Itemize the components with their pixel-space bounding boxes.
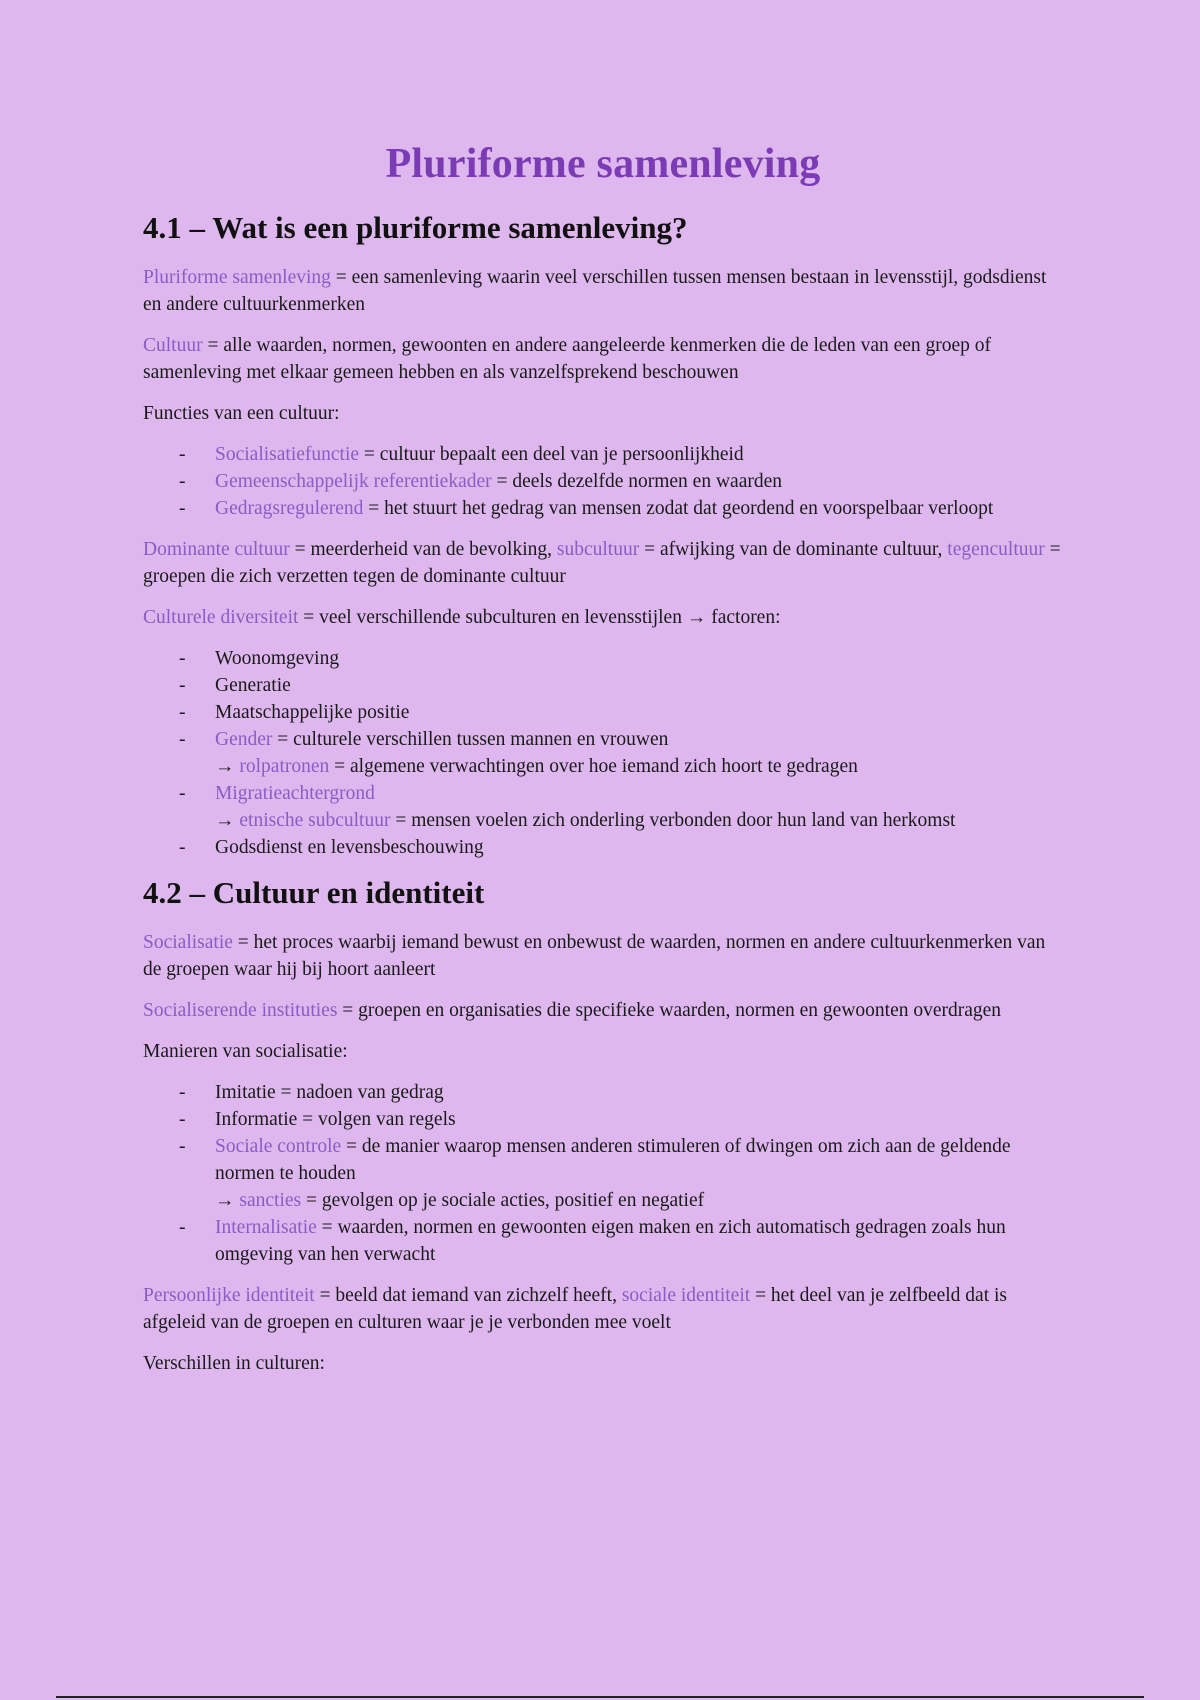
- definition-text: = een samenleving waarin veel verschillen tussen mensen bestaan in levensstijl, godsdienst en andere cultuurkenmerken: [143, 267, 1047, 315]
- arrow-icon: →: [215, 810, 240, 831]
- term: etnische subcultuur: [239, 810, 391, 831]
- term: Socialiserende instituties: [143, 1000, 338, 1021]
- list-item: - Maatschappelijke positie: [143, 699, 1063, 726]
- list-item: [143, 441, 1063, 468]
- section-heading-4-1: 4.1 – Wat is een pluriforme samenleving?: [143, 210, 688, 245]
- functions-intro: Functies van een cultuur:: [143, 403, 340, 424]
- term: Cultuur: [143, 335, 203, 356]
- section-heading-4-2: 4.2 – Cultuur en identiteit: [143, 875, 485, 910]
- definition-pluriforme-samenleving: [143, 264, 1063, 318]
- term: Persoonlijke identiteit: [143, 1285, 315, 1306]
- document-title: Pluriforme samenleving: [385, 141, 821, 187]
- item-text: = de manier waarop mensen anderen stimuleren of dwingen om zich aan de geldende normen te houden: [215, 1136, 1011, 1184]
- term: Culturele diversiteit: [143, 607, 299, 628]
- list-item: - Godsdienst en levensbeschouwing: [143, 834, 1063, 861]
- manners-list: [143, 1079, 1063, 1268]
- definition-text: = groepen die zich verzetten tegen de dominante cultuur: [143, 539, 1061, 587]
- item-text: = cultuur bepaalt een deel van je persoonlijkheid: [359, 444, 744, 465]
- term: Gemeenschappelijk referentiekader: [215, 471, 492, 492]
- definition-cultuur: [143, 332, 1063, 386]
- definition-socialisatie: [143, 929, 1063, 983]
- term: tegencultuur: [947, 539, 1045, 560]
- list-item: [143, 1133, 1063, 1214]
- definition-text: = het proces waarbij iemand bewust en onbewust de waarden, normen en andere cultuurkenmerken van de groepen waar hij bij hoort aanleert: [143, 932, 1046, 980]
- sub-item: [215, 807, 1063, 834]
- item-text: = culturele verschillen tussen mannen en vrouwen: [272, 729, 669, 750]
- term: Migratieachtergrond: [215, 783, 375, 804]
- term: Dominante cultuur: [143, 539, 290, 560]
- list-item: [143, 726, 1063, 780]
- list-item: [143, 780, 1063, 834]
- list-item: - Generatie: [143, 672, 1063, 699]
- definition-text: = beeld dat iemand van zichzelf heeft,: [314, 1285, 622, 1306]
- sub-item: [215, 753, 1063, 780]
- term: Gender: [215, 729, 273, 750]
- definition-cultures: [143, 536, 1063, 590]
- page-bottom-rule: [56, 1696, 1144, 1698]
- item-text: = waarden, normen en gewoonten eigen maken en zich automatisch gedragen zoals hun omgeving van hen verwacht: [215, 1217, 1006, 1265]
- term: Socialisatiefunctie: [215, 444, 360, 465]
- item-text: = het stuurt het gedrag van mensen zodat dat geordend en voorspelbaar verloopt: [363, 498, 994, 519]
- term: subcultuur: [556, 539, 640, 560]
- term: Internalisatie: [215, 1217, 317, 1238]
- document-page: [143, 140, 1063, 1391]
- term: rolpatronen: [239, 756, 330, 777]
- list-item: [143, 495, 1063, 522]
- definition-text: = alle waarden, normen, gewoonten en andere aangeleerde kenmerken die de leden van een groep of samenleving met elkaar gemeen hebben en als vanzelfsprekend beschouwen: [143, 335, 992, 383]
- differences-intro: Verschillen in culturen:: [143, 1353, 325, 1374]
- item-text: = gevolgen op je sociale acties, positief en negatief: [301, 1190, 705, 1211]
- arrow-icon: →: [215, 756, 240, 777]
- definition-text: = het deel van je zelfbeeld dat is afgeleid van de groepen en culturen waar je je verbonden mee voelt: [143, 1285, 1007, 1333]
- sub-item: [215, 1187, 1063, 1214]
- term: sancties: [239, 1190, 302, 1211]
- definition-culturele-diversiteit: [143, 604, 1063, 631]
- definition-text: = afwijking van de dominante cultuur,: [639, 539, 948, 560]
- list-item: - Woonomgeving: [143, 645, 1063, 672]
- list-item: [143, 468, 1063, 495]
- factors-list: [143, 645, 1063, 861]
- definition-identiteit: [143, 1282, 1063, 1336]
- definition-text: = groepen en organisaties die specifieke waarden, normen en gewoonten overdragen: [337, 1000, 1002, 1021]
- list-item: - Informatie = volgen van regels: [143, 1106, 1063, 1133]
- item-text: = mensen voelen zich onderling verbonden door hun land van herkomst: [390, 810, 956, 831]
- list-item: [143, 1214, 1063, 1268]
- item-text: = algemene verwachtingen over hoe iemand zich hoort te gedragen: [329, 756, 858, 777]
- term: Sociale controle: [215, 1136, 342, 1157]
- definition-socialiserende-instituties: [143, 997, 1063, 1024]
- term: Gedragsregulerend: [215, 498, 364, 519]
- item-text: = deels dezelfde normen en waarden: [491, 471, 782, 492]
- definition-text: = meerderheid van de bevolking,: [289, 539, 557, 560]
- term: Socialisatie: [143, 932, 233, 953]
- term: sociale identiteit: [621, 1285, 751, 1306]
- functions-list: [143, 441, 1063, 522]
- definition-text: = veel verschillende subculturen en levensstijlen → factoren:: [298, 607, 781, 628]
- manners-intro: Manieren van socialisatie:: [143, 1041, 348, 1062]
- term: Pluriforme samenleving: [143, 267, 331, 288]
- arrow-icon: →: [215, 1190, 240, 1211]
- list-item: - Imitatie = nadoen van gedrag: [143, 1079, 1063, 1106]
